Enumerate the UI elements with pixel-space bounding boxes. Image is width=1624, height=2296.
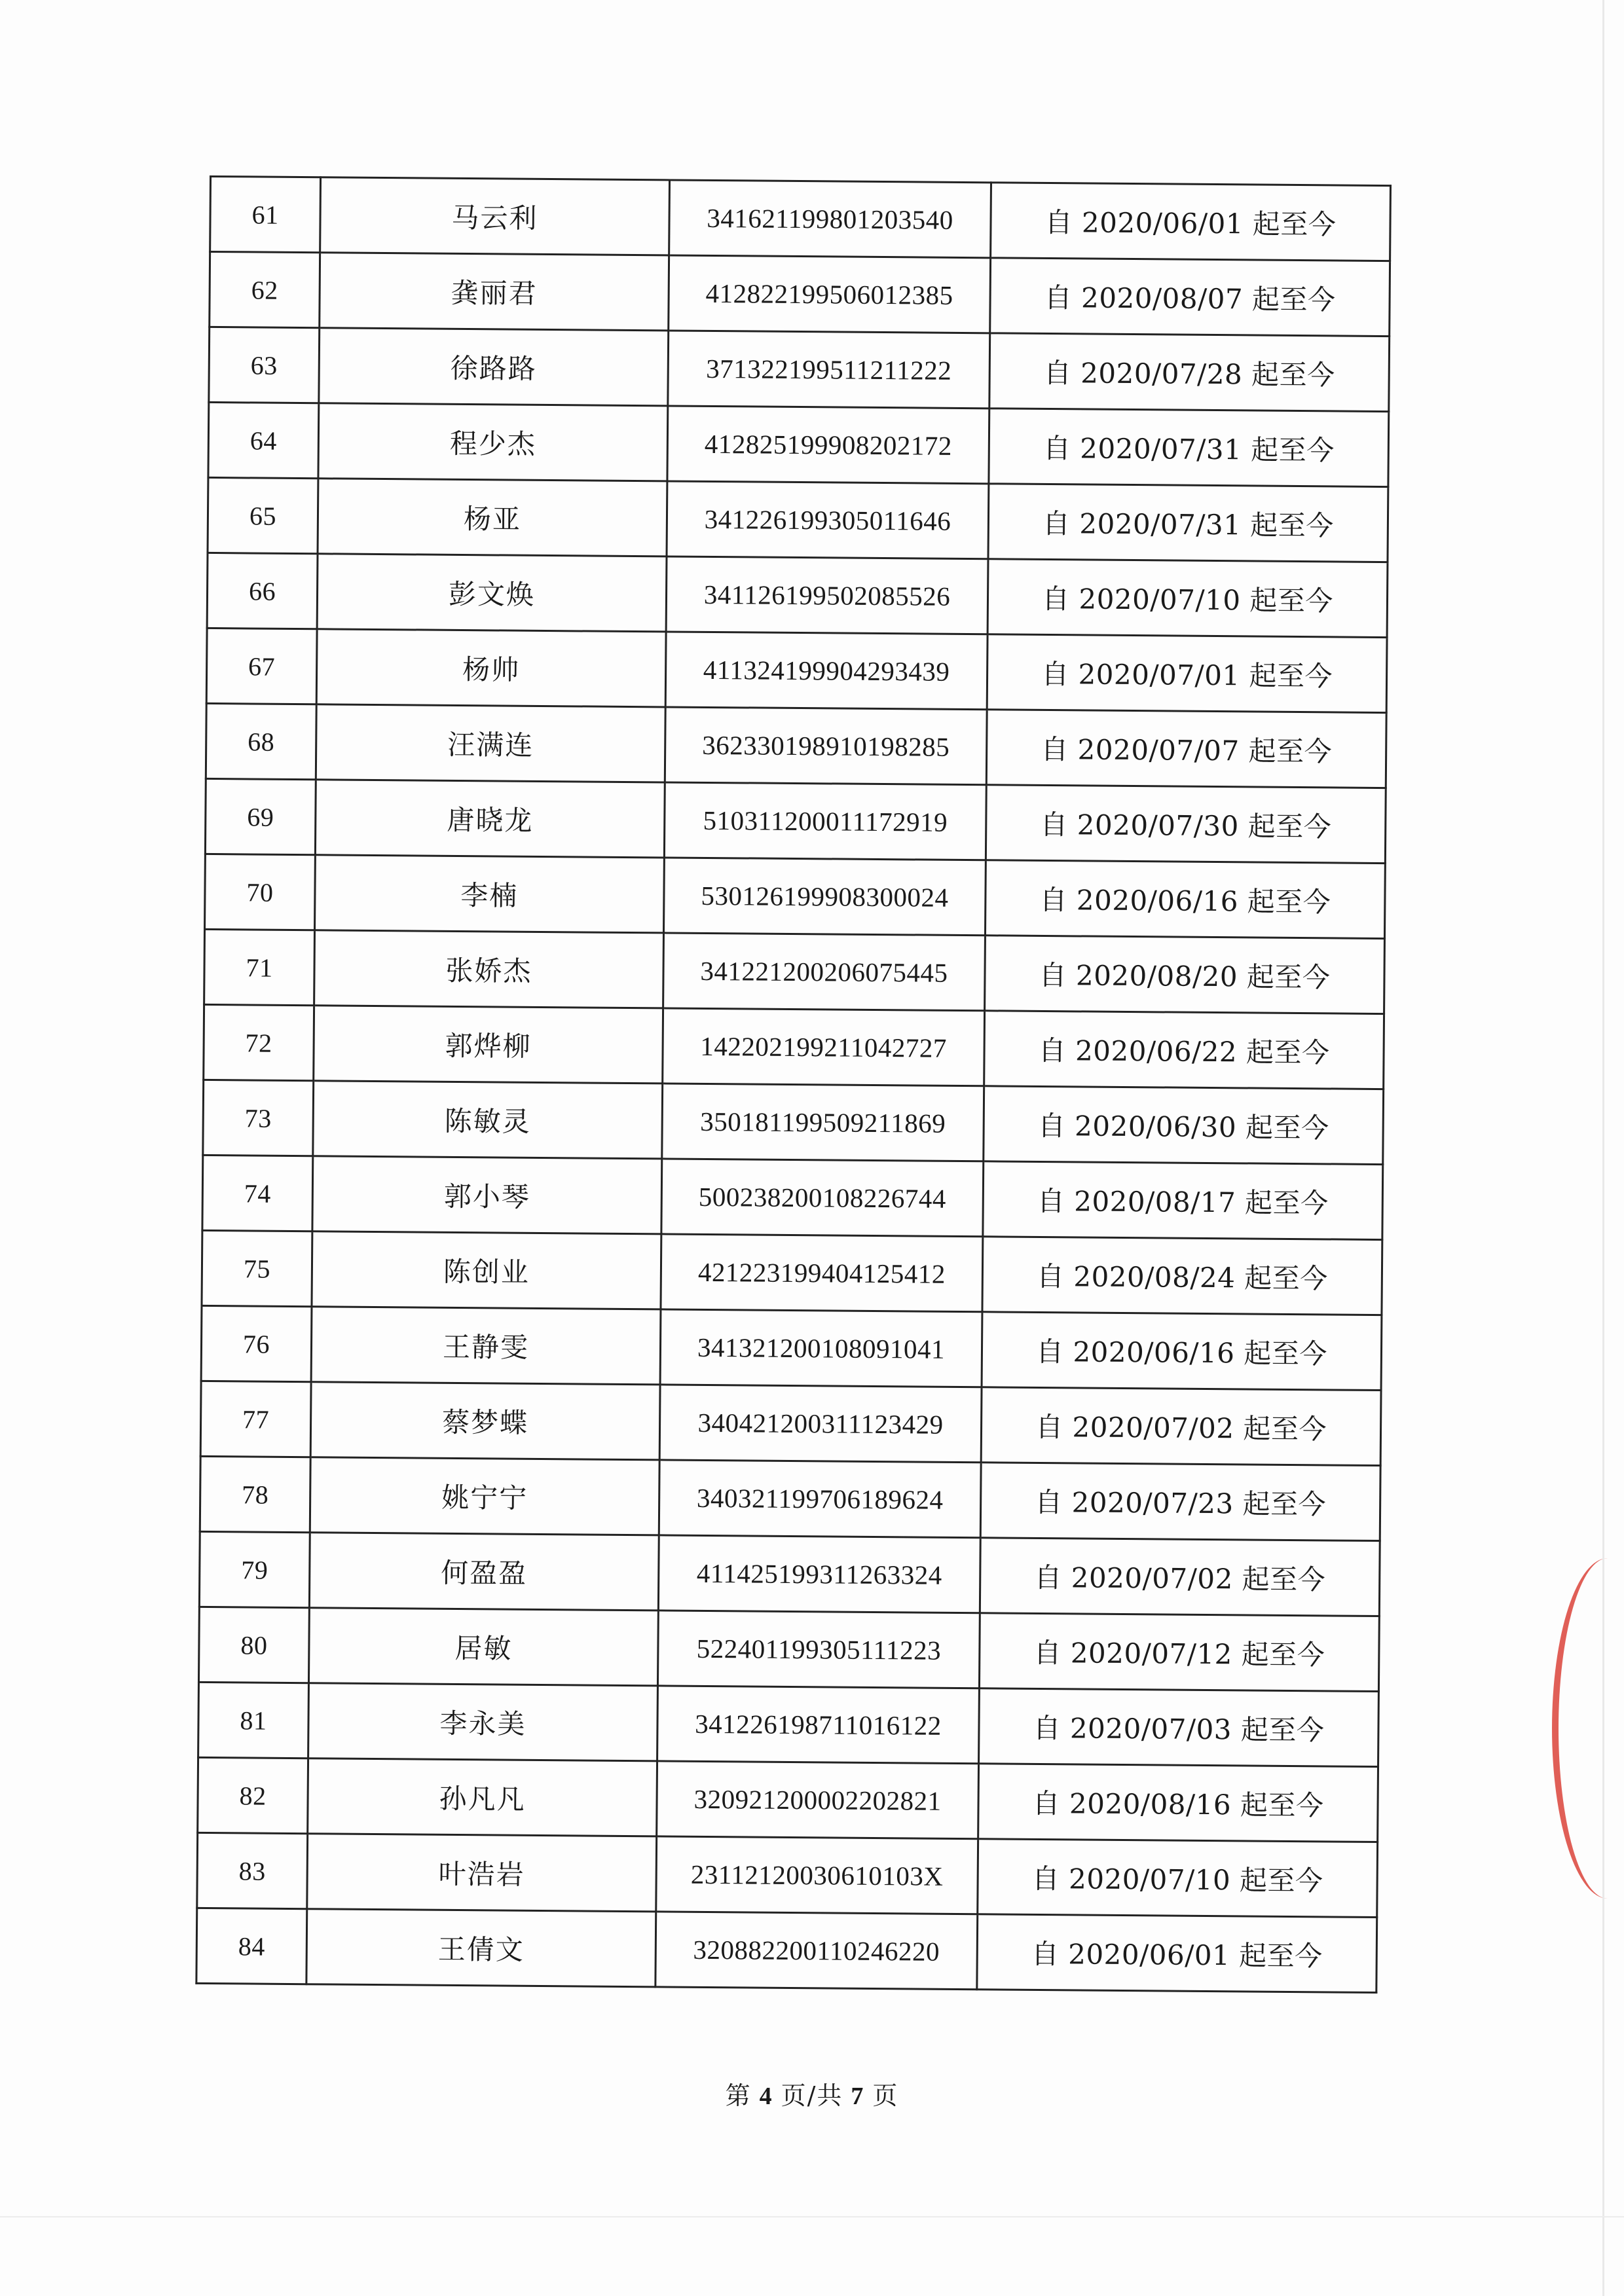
row-name: 程少杰 [318,403,668,481]
row-number: 69 [205,778,316,854]
row-period: 自 2020/07/02 起至今 [980,1538,1380,1616]
row-id-number: 340421200311123429 [659,1385,982,1463]
row-period: 自 2020/07/03 起至今 [979,1688,1379,1767]
row-period: 自 2020/07/31 起至今 [989,409,1389,487]
row-name: 徐路路 [319,328,669,406]
row-name: 孙凡凡 [308,1758,657,1836]
row-name: 姚宁宁 [310,1457,659,1535]
row-id-number: 341126199502085526 [666,556,988,634]
row-period: 自 2020/06/01 起至今 [991,183,1391,261]
row-number: 61 [210,176,321,252]
row-id-number: 411425199311263324 [658,1535,980,1613]
row-name: 彭文焕 [317,554,667,632]
table-row [200,1381,1381,1465]
row-name: 龚丽君 [320,253,669,331]
row-period: 自 2020/07/10 起至今 [987,559,1388,638]
row-id-number: 411324199904293439 [665,632,987,710]
seal-arc [1552,1558,1624,1899]
table-row [206,628,1387,712]
row-name: 王倩文 [306,1909,656,1987]
row-period: 自 2020/06/22 起至今 [984,1011,1384,1089]
scan-edge [1602,0,1604,2296]
table-row [205,854,1386,938]
row-number: 65 [208,477,318,553]
row-number: 72 [204,1004,314,1080]
row-number: 81 [198,1682,309,1758]
row-period: 自 2020/07/01 起至今 [987,634,1387,713]
footer-current-page: 4 [759,2083,773,2110]
table-row [204,929,1385,1013]
row-name: 杨帅 [316,629,666,707]
row-number: 63 [209,327,320,403]
row-name: 马云利 [320,177,670,255]
row-name: 王静雯 [311,1307,661,1385]
row-number: 73 [203,1080,314,1156]
row-name: 郭烨柳 [314,1006,663,1084]
row-period: 自 2020/08/17 起至今 [983,1161,1383,1240]
row-name: 蔡梦蝶 [310,1382,660,1460]
table-row [204,1004,1384,1089]
row-period: 自 2020/07/12 起至今 [979,1613,1379,1692]
row-period: 自 2020/07/30 起至今 [986,785,1386,864]
row-number: 64 [208,402,319,478]
row-id-number: 341226199305011646 [667,481,989,559]
table-row [198,1757,1378,1842]
row-number: 67 [206,628,317,704]
row-id-number: 142202199211042727 [663,1008,985,1086]
table-row [205,778,1386,863]
scan-bottom-edge [0,2216,1624,2217]
row-period: 自 2020/06/16 起至今 [982,1312,1382,1391]
row-number: 66 [207,553,318,629]
row-period: 自 2020/08/20 起至今 [985,936,1385,1014]
footer-middle: 页/共 [781,2081,843,2110]
table-row [210,176,1391,261]
page-footer [0,2075,1624,2111]
row-id-number: 510311200011172919 [664,782,986,860]
table-row [196,1908,1377,1992]
row-period: 自 2020/06/16 起至今 [985,860,1385,939]
row-number: 83 [197,1832,308,1908]
row-period: 自 2020/07/23 起至今 [980,1463,1380,1541]
table-row [202,1230,1382,1315]
row-period: 自 2020/08/07 起至今 [990,258,1390,337]
row-name: 叶浩岩 [307,1834,657,1912]
row-period: 自 2020/07/28 起至今 [989,333,1390,412]
row-number: 77 [200,1381,311,1457]
table-row [197,1832,1378,1917]
row-number: 82 [198,1757,308,1833]
row-period: 自 2020/07/10 起至今 [978,1839,1378,1918]
row-period: 自 2020/07/02 起至今 [981,1387,1381,1466]
roster-table-wrapper [195,175,1382,1994]
table-row [202,1155,1383,1239]
footer-prefix: 第 [725,2081,752,2110]
row-period: 自 2020/08/16 起至今 [978,1764,1378,1842]
row-period: 自 2020/06/01 起至今 [977,1914,1377,1993]
row-name: 李楠 [315,855,665,933]
row-period: 自 2020/07/31 起至今 [988,484,1388,562]
row-number: 70 [205,854,316,930]
row-id-number: 522401199305111223 [657,1611,980,1688]
row-name: 汪满连 [316,704,665,782]
row-name: 张娇杰 [314,930,664,1008]
row-id-number: 341221200206075445 [663,933,986,1011]
row-number: 71 [204,929,315,1005]
row-number: 62 [210,251,320,327]
table-row [207,553,1388,637]
row-number: 78 [200,1456,310,1532]
row-id-number: 362330198910198285 [665,707,987,785]
row-id-number: 340321199706189624 [659,1460,981,1538]
row-id-number: 350181199509211869 [662,1084,984,1161]
row-name: 唐晓龙 [315,780,665,858]
row-name: 李永美 [308,1683,658,1761]
row-id-number: 371322199511211222 [668,331,990,409]
row-id-number: 412825199908202172 [667,406,989,484]
row-id-number: 421223199404125412 [661,1234,983,1312]
row-number: 74 [202,1155,313,1231]
roster-table-body [196,176,1391,1992]
table-row [198,1682,1379,1766]
row-id-number: 500238200108226744 [661,1159,984,1237]
row-number: 84 [196,1908,307,1984]
row-number: 75 [202,1230,312,1306]
table-row [208,402,1389,486]
row-id-number: 412822199506012385 [669,255,991,333]
table-row [210,251,1390,336]
row-number: 79 [199,1531,310,1607]
row-period: 自 2020/08/24 起至今 [982,1237,1382,1315]
table-row [209,327,1390,411]
row-period: 自 2020/07/07 起至今 [986,710,1386,788]
row-id-number: 320882200110246220 [655,1912,978,1990]
table-row [199,1531,1380,1616]
row-name: 何盈盈 [309,1533,659,1611]
table-row [201,1305,1382,1390]
table-row [208,477,1388,562]
row-name: 郭小琴 [312,1156,662,1234]
row-name: 杨亚 [318,479,667,556]
table-row [198,1607,1379,1691]
table-row [206,703,1386,788]
row-id-number: 320921200002202821 [657,1761,979,1839]
red-seal-fragment [1545,1558,1624,1899]
table-row [203,1080,1384,1164]
row-name: 陈敏灵 [313,1081,663,1159]
row-id-number: 530126199908300024 [663,858,986,936]
row-id-number: 23112120030610103X [656,1836,978,1914]
row-number: 76 [201,1305,312,1381]
table-row [200,1456,1380,1540]
row-id-number: 341621199801203540 [669,180,991,258]
row-name: 陈创业 [312,1231,661,1309]
row-period: 自 2020/06/30 起至今 [984,1086,1384,1165]
row-id-number: 341321200108091041 [660,1309,982,1387]
row-number: 80 [198,1607,309,1683]
row-name: 居敏 [308,1608,658,1686]
footer-suffix: 页 [872,2081,899,2110]
footer-total-pages: 7 [851,2083,865,2110]
row-id-number: 341226198711016122 [657,1686,980,1764]
roster-table [195,175,1392,1994]
row-number: 68 [206,703,316,779]
